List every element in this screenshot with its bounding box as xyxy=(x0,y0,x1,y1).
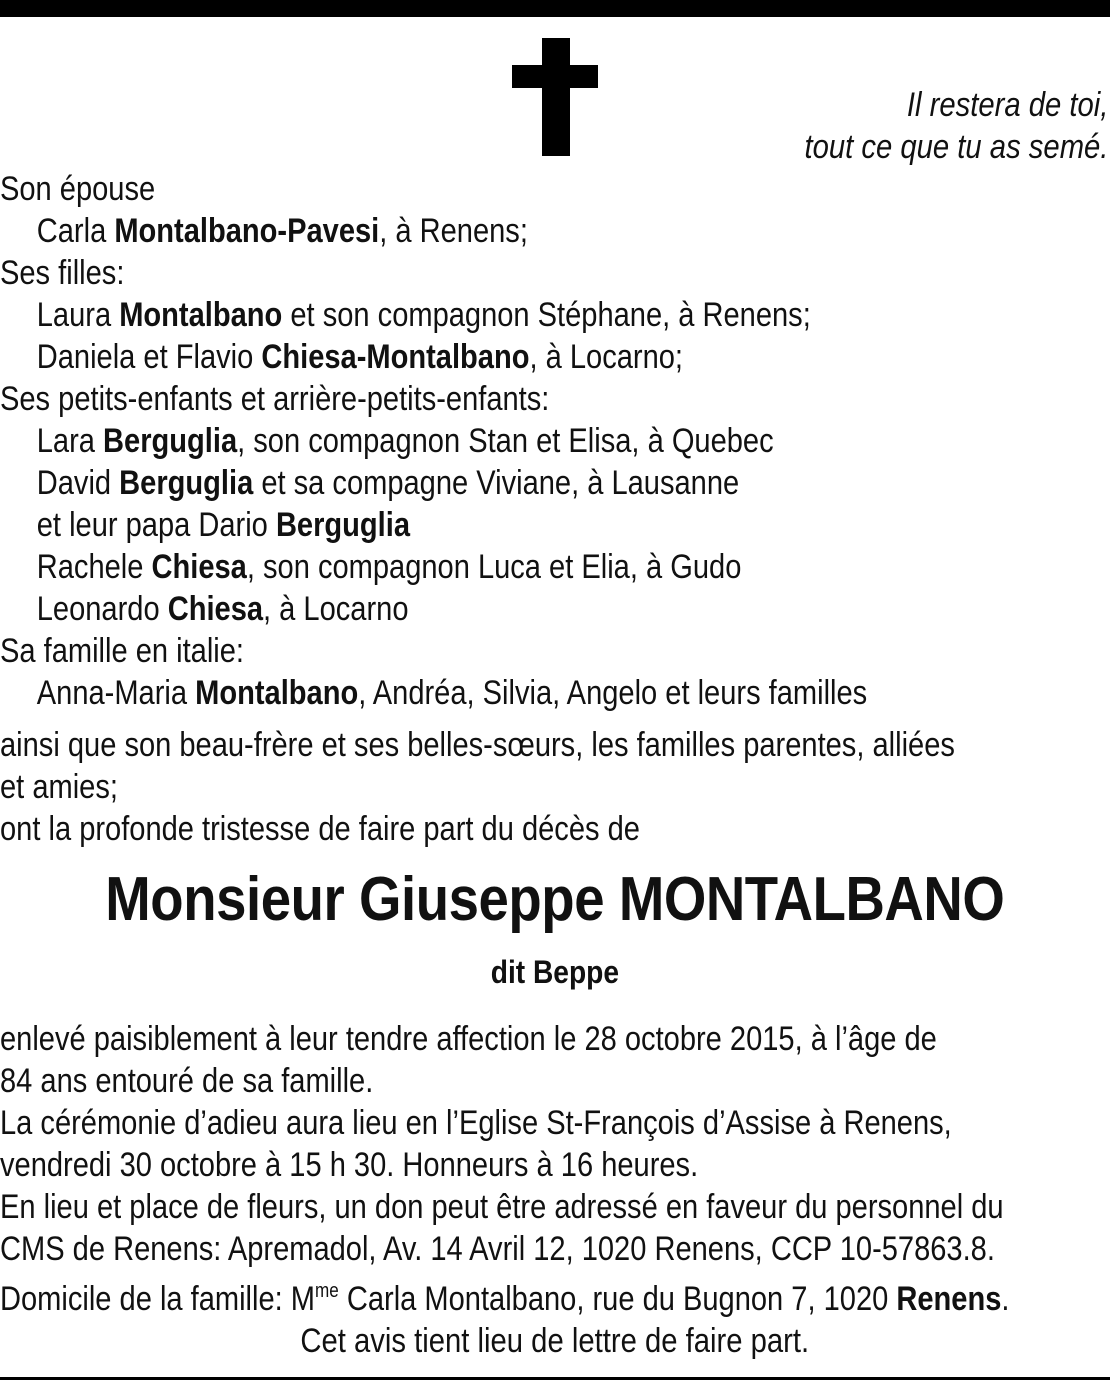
italy-entry: Anna-Maria Montalbano, Andréa, Silvia, Angelo et leurs familles xyxy=(36,674,868,712)
closing-note: Cet avis tient lieu de lettre de faire part. xyxy=(300,1322,810,1360)
top-rule xyxy=(0,0,1110,17)
announcement: ainsi que son beau-frère et ses belles-sœurs, les familles parentes, alliées et amies; ont la profonde tristesse de faire part du décès de xyxy=(0,726,955,848)
deceased-name: Monsieur Giuseppe MONTALBANO xyxy=(105,865,1005,934)
daughters-heading: Ses filles: xyxy=(0,254,125,292)
details: enlevé paisiblement à leur tendre affection le 28 octobre 2015, à l’âge de 84 ans entouré de sa famille. La cérémonie d’adieu aura lieu en l’Eglise St-François d’Assise à Renens, vendredi 30 octobre à 15 h 30. Honneurs à 16 heures. En lieu et place de fleurs, un don peut être adressé en faveur du personnel du CMS de Renens: Apremadol, Av. 14 Avril 12, 1020 Renens, CCP 10-57863.8. Domicile de la famille: $M^{me}$ Carla Montalbano, rue du Bugnon 7, 1020 Renens. xyxy=(0,1018,1110,1320)
family-list xyxy=(0,168,1110,714)
spouse-heading: Son épouse xyxy=(0,170,156,208)
daughter-entry: Daniela et Flavio Chiesa-Montalbano, à Locarno; xyxy=(36,338,684,376)
epigraph: Il restera de toi, tout ce que tu as semé. xyxy=(804,86,1108,166)
deceased-nickname: dit Beppe xyxy=(490,954,620,990)
grandchild-entry: Leonardo Chiesa, à Locarno xyxy=(36,590,409,628)
grandchild-entry: David Berguglia et sa compagne Viviane, à Lausanne xyxy=(36,464,740,502)
spouse-entry: Carla Montalbano-Pavesi, à Renens; xyxy=(36,212,528,250)
bottom-rule xyxy=(0,1377,1110,1380)
domicile: Domicile de la famille: $M^{me}$ Carla Montalbano, rue du Bugnon 7, 1020 Renens. xyxy=(0,1280,1010,1318)
grandchild-entry: Lara Berguglia, son compagnon Stan et Elisa, à Quebec xyxy=(36,422,774,460)
daughter-entry: Laura Montalbano et son compagnon Stéphane, à Renens; xyxy=(36,296,811,334)
grandchildren-heading: Ses petits-enfants et arrière-petits-enfants: xyxy=(0,380,550,418)
grandchild-entry: et leur papa Dario Berguglia xyxy=(36,506,411,544)
grandchild-entry: Rachele Chiesa, son compagnon Luca et Elia, à Gudo xyxy=(36,548,742,586)
cross-icon xyxy=(512,38,598,158)
italy-heading: Sa famille en italie: xyxy=(0,632,244,670)
